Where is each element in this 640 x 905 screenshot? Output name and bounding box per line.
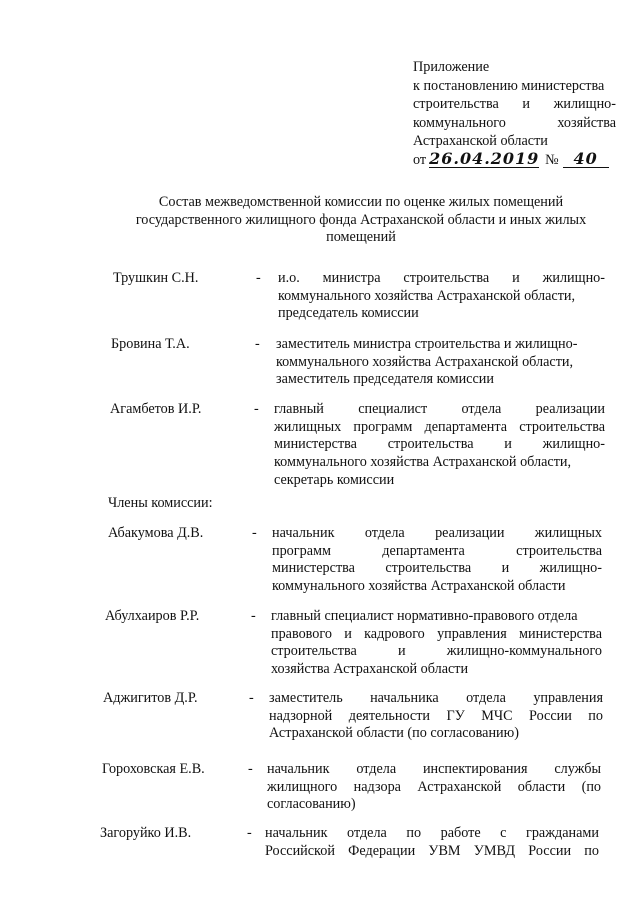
role-line: начальник отдела инспектирования службы [267, 761, 601, 777]
title-line: помещений [326, 229, 396, 246]
date-number-line [413, 148, 616, 170]
handwritten-date: 26.04.2019 [429, 148, 540, 168]
role-line: коммунального хозяйства Астраханской области, [274, 454, 572, 471]
role-line: и.о. министра строительства и жилищно- [278, 270, 605, 286]
member-name: Бровина Т.А. [111, 336, 190, 352]
role-line: заместитель министра строительства и жилищно- [276, 336, 578, 352]
member-role [269, 690, 603, 743]
member-role [272, 525, 602, 596]
separator-dash: - [252, 525, 257, 541]
separator-dash: - [254, 401, 259, 417]
role-line: согласованию) [267, 796, 356, 813]
role-line: жилищного надзора Астраханской области (по [267, 778, 601, 795]
role-line: коммунального хозяйства Астраханской области, [276, 353, 574, 370]
member-role [276, 336, 605, 389]
role-line: программ департамента строительства [272, 542, 602, 559]
role-line: жилищных программ департамента строительства [274, 418, 605, 435]
member-role [278, 270, 605, 323]
number-label: № [545, 151, 559, 168]
role-line: председатель комиссии [278, 305, 419, 322]
role-line: министерства строительства и жилищно- [274, 436, 605, 453]
member-role [271, 608, 602, 679]
member-name: Агамбетов И.Р. [110, 401, 202, 417]
handwritten-number: 40 [563, 151, 609, 168]
separator-dash: - [251, 608, 256, 624]
role-line: Российской Федерации УВМ УМВД России по [265, 842, 599, 859]
role-line: главный специалист нормативно-правового отдела [271, 608, 578, 624]
role-line: секретарь комиссии [274, 471, 395, 488]
appendix-line: коммунального хозяйства [413, 114, 616, 131]
role-line: Астраханской области (по согласованию) [269, 725, 519, 742]
separator-dash: - [256, 270, 261, 286]
role-line: заместитель председателя комиссии [276, 371, 494, 388]
members-label: Члены комиссии: [108, 495, 213, 511]
role-line: заместитель начальника отдела управления [269, 690, 603, 706]
role-line: хозяйства Астраханской области [271, 661, 469, 678]
separator-dash: - [255, 336, 260, 352]
appendix-header [413, 58, 616, 170]
member-role [265, 825, 599, 860]
role-line: правового и кадрового управления министерства [271, 625, 602, 642]
appendix-line: Приложение [413, 59, 490, 75]
document-title [118, 194, 604, 247]
role-line: надзорной деятельности ГУ МЧС России по [269, 707, 603, 724]
appendix-line: к постановлению министерства [413, 77, 605, 94]
member-name: Трушкин С.Н. [113, 270, 199, 286]
separator-dash: - [247, 825, 252, 841]
member-name: Загоруйко И.В. [100, 825, 192, 841]
role-line: министерства строительства и жилищно- [272, 560, 602, 577]
member-role [274, 401, 605, 490]
role-line: коммунального хозяйства Астраханской области [272, 578, 566, 595]
appendix-line: строительства и жилищно- [413, 96, 616, 113]
member-name: Гороховская Е.В. [102, 761, 205, 777]
title-line: Состав межведомственной комиссии по оценке жилых помещений [158, 194, 564, 210]
role-line: начальник отдела по работе с гражданами [265, 825, 599, 841]
role-line: начальник отдела реализации жилищных [272, 525, 602, 541]
title-line: государственного жилищного фонда Астраханской области и иных жилых [135, 211, 587, 228]
role-line: главный специалист отдела реализации [274, 401, 605, 417]
role-line: коммунального хозяйства Астраханской области, [278, 287, 576, 304]
from-label: от [413, 151, 427, 168]
member-name: Абулхаиров Р.Р. [105, 608, 200, 624]
appendix-line: Астраханской области [413, 133, 548, 150]
member-name: Абакумова Д.В. [108, 525, 204, 541]
member-name: Аджигитов Д.Р. [103, 690, 198, 706]
member-role [267, 761, 601, 814]
separator-dash: - [249, 690, 254, 706]
role-line: строительства и жилищно-коммунального [271, 643, 602, 660]
separator-dash: - [248, 761, 253, 777]
